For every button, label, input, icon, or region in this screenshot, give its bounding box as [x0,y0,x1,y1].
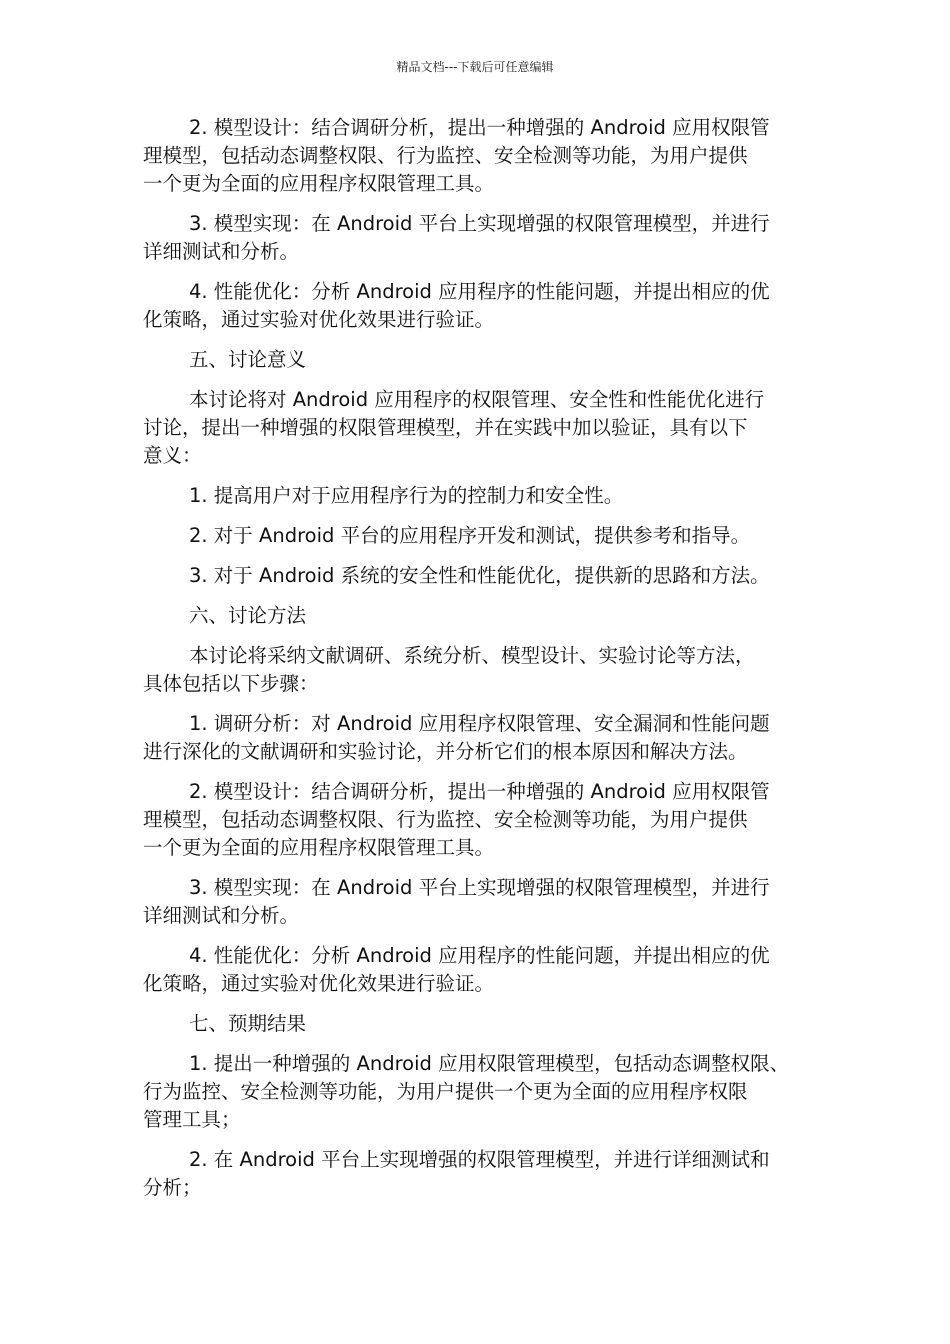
list-item-significance-1: 1. 提高用户对于应用程序行为的控制力和安全性。 [189,484,624,507]
document-body [143,114,813,1214]
list-item-significance-2: 2. 对于 Android 平台的应用程序开发和测试，提供参考和指导。 [189,524,751,547]
list-item-significance-3: 3. 对于 Android 系统的安全性和性能优化，提供新的思路和方法。 [189,564,770,587]
paragraph-methods-intro: 本讨论将采纳文献调研、系统分析、模型设计、实验讨论等方法， 具体包括以下步骤： [143,644,755,695]
section-heading-expected-results: 七、预期结果 [189,1012,307,1035]
list-item-method-implementation: 3. 模型实现：在 Android 平台上实现增强的权限管理模型，并进行 详细测试和分析。 [143,876,770,927]
paragraph-significance-intro: 本讨论将对 Android 应用程序的权限管理、安全性和性能优化进行 讨论，提出一种增强的权限管理模型，并在实践中加以验证，具有以下 意义： [143,388,765,467]
list-item-result-1: 1. 提出一种增强的 Android 应用权限管理模型，包括动态调整权限、 行为监控、安全检测等功能，为用户提供一个更为全面的应用程序权限 管理工具； [143,1052,790,1131]
section-heading-methods: 六、讨论方法 [189,604,307,627]
paragraph-model-design: 2. 模型设计：结合调研分析，提出一种增强的 Android 应用权限管 理模型，包括动态调整权限、行为监控、安全检测等功能，为用户提供 一个更为全面的应用程序权限管理工具。 [143,116,770,195]
list-item-method-design: 2. 模型设计：结合调研分析，提出一种增强的 Android 应用权限管 理模型，包括动态调整权限、行为监控、安全检测等功能，为用户提供 一个更为全面的应用程序权限管理工具。 [143,780,770,859]
list-item-method-optimization: 4. 性能优化：分析 Android 应用程序的性能问题，并提出相应的优 化策略，通过实验对优化效果进行验证。 [143,944,770,995]
paragraph-model-implementation: 3. 模型实现：在 Android 平台上实现增强的权限管理模型，并进行 详细测试和分析。 [143,212,770,263]
paragraph-performance-optimization: 4. 性能优化：分析 Android 应用程序的性能问题，并提出相应的优 化策略，通过实验对优化效果进行验证。 [143,280,770,331]
page-header: 精品文档---下载后可任意编辑 [396,60,554,74]
list-item-method-research: 1. 调研分析：对 Android 应用程序权限管理、安全漏洞和性能问题 进行深化的文献调研和实验讨论，并分析它们的根本原因和解决方法。 [143,712,770,763]
section-heading-significance: 五、讨论意义 [189,348,307,371]
list-item-result-2: 2. 在 Android 平台上实现增强的权限管理模型，并进行详细测试和 分析； [143,1148,770,1199]
